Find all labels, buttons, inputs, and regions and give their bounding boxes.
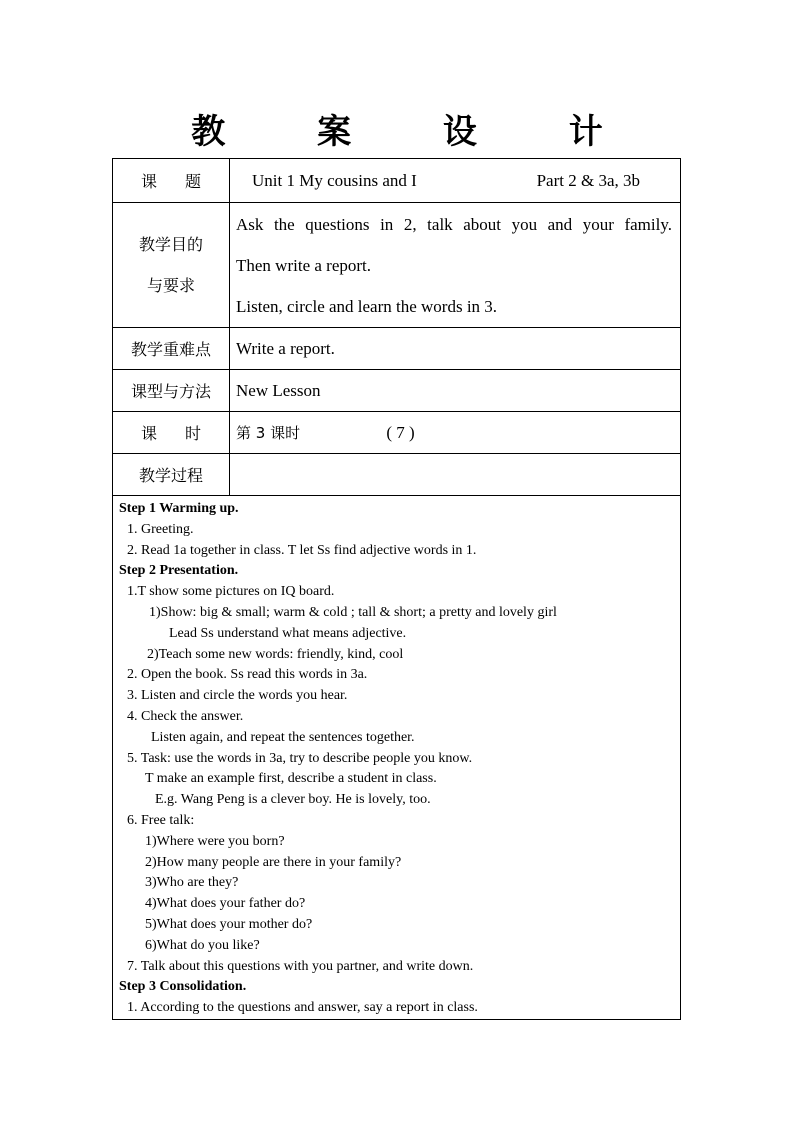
step-line bbox=[119, 769, 674, 790]
process-label: 教学过程 bbox=[113, 454, 230, 496]
period-value-cell bbox=[230, 412, 681, 454]
step-line-text: 6)What do you like? bbox=[145, 937, 260, 953]
step-line bbox=[119, 998, 674, 1019]
lesson-plan-table bbox=[112, 158, 681, 1020]
step-line bbox=[119, 665, 674, 686]
goal-line-3: Listen, circle and learn the words in 3. bbox=[236, 296, 498, 316]
step-line bbox=[119, 811, 674, 832]
document-title: 教 案 设 计 bbox=[191, 112, 643, 152]
step-line bbox=[119, 541, 674, 562]
process-value bbox=[230, 454, 681, 496]
step-line bbox=[119, 582, 674, 603]
goal-line-2: Then write a report. bbox=[236, 255, 371, 275]
step-line-text: 6. Free talk: bbox=[127, 812, 195, 828]
step-line bbox=[119, 624, 674, 645]
step-heading bbox=[119, 977, 674, 998]
goals-row bbox=[113, 203, 681, 328]
step-line bbox=[119, 832, 674, 853]
period-value: 第 3 课时 bbox=[236, 424, 301, 442]
step-line-text: 5)What does your mother do? bbox=[145, 916, 313, 932]
step-line-text: 1)Where were you born? bbox=[145, 833, 285, 849]
step-heading-text: Step 1 Warming up. bbox=[119, 501, 239, 516]
step-line-text: T make an example first, describe a student in class. bbox=[145, 771, 437, 787]
topic-label-cell bbox=[113, 159, 230, 203]
step-line bbox=[119, 645, 674, 666]
step-line bbox=[119, 894, 674, 915]
step-line bbox=[119, 603, 674, 624]
step-heading-text: Step 2 Presentation. bbox=[119, 563, 239, 579]
period-row bbox=[113, 412, 681, 454]
goals-label-line1: 教学目的 bbox=[138, 235, 203, 254]
goals-value-cell bbox=[230, 203, 681, 328]
step-heading bbox=[119, 499, 674, 520]
step-line bbox=[119, 520, 674, 541]
period-label-cell bbox=[113, 412, 230, 454]
lesson-type-value: New Lesson bbox=[230, 370, 681, 412]
period-number: ( 7 ) bbox=[386, 423, 415, 442]
lesson-type-row bbox=[113, 370, 681, 412]
process-row bbox=[113, 454, 681, 496]
step-line-text: 3)Who are they? bbox=[145, 875, 239, 891]
step-line-text: 2)Teach some new words: friendly, kind, cool bbox=[147, 646, 404, 662]
step-line bbox=[119, 707, 674, 728]
step-line bbox=[119, 915, 674, 936]
step-line bbox=[119, 686, 674, 707]
step-line bbox=[119, 728, 674, 749]
steps-list bbox=[119, 499, 674, 1019]
step-heading-text: Step 3 Consolidation. bbox=[119, 979, 247, 995]
step-line-text: 7. Talk about this questions with you partner, and write down. bbox=[127, 958, 474, 974]
step-line-text: 1. Greeting. bbox=[127, 521, 194, 537]
step-line-text: 3. Listen and circle the words you hear. bbox=[127, 688, 348, 704]
key-points-label: 教学重难点 bbox=[113, 328, 230, 370]
part-title: Part 2 & 3a, 3b bbox=[536, 170, 640, 190]
step-line-text: 1)Show: big & small; warm & cold ; tall & short; a pretty and lovely girl bbox=[149, 604, 557, 620]
key-points-row bbox=[113, 328, 681, 370]
unit-title: Unit 1 My cousins and I bbox=[252, 170, 417, 190]
step-line-text: Listen again, and repeat the sentences together. bbox=[151, 729, 415, 745]
goals-label-cell bbox=[113, 203, 230, 328]
topic-value-cell bbox=[230, 159, 681, 203]
step-line-text: Lead Ss understand what means adjective. bbox=[169, 625, 407, 641]
period-label: 课时 bbox=[141, 424, 230, 443]
step-line-text: 2. Open the book. Ss read this words in 3a. bbox=[127, 667, 368, 683]
step-line bbox=[119, 873, 674, 894]
goal-line-1: Ask the questions in 2, talk about you and your family. bbox=[236, 214, 672, 234]
step-line-text: E.g. Wang Peng is a clever boy. He is lovely, too. bbox=[155, 792, 431, 808]
step-line bbox=[119, 749, 674, 770]
step-heading bbox=[119, 561, 674, 582]
step-line bbox=[119, 853, 674, 874]
step-line-text: 4. Check the answer. bbox=[127, 708, 244, 724]
step-line bbox=[119, 936, 674, 957]
step-line-text: 5. Task: use the words in 3a, try to describe people you know. bbox=[127, 750, 473, 766]
steps-row bbox=[113, 496, 681, 1020]
goals-label-line2: 与要求 bbox=[146, 276, 195, 295]
key-points-value: Write a report. bbox=[230, 328, 681, 370]
step-line bbox=[119, 790, 674, 811]
step-line-text: 2)How many people are there in your family? bbox=[145, 854, 402, 870]
steps-cell bbox=[113, 496, 681, 1020]
topic-label: 课题 bbox=[141, 172, 230, 191]
step-line bbox=[119, 957, 674, 978]
step-line-text: 2. Read 1a together in class. T let Ss find adjective words in 1. bbox=[127, 542, 477, 558]
topic-row bbox=[113, 159, 681, 203]
step-line-text: 1. According to the questions and answer, say a report in class. bbox=[127, 1000, 478, 1016]
step-line-text: 1.T show some pictures on IQ board. bbox=[127, 584, 335, 600]
step-line-text: 4)What does your father do? bbox=[145, 896, 306, 912]
lesson-type-label: 课型与方法 bbox=[113, 370, 230, 412]
